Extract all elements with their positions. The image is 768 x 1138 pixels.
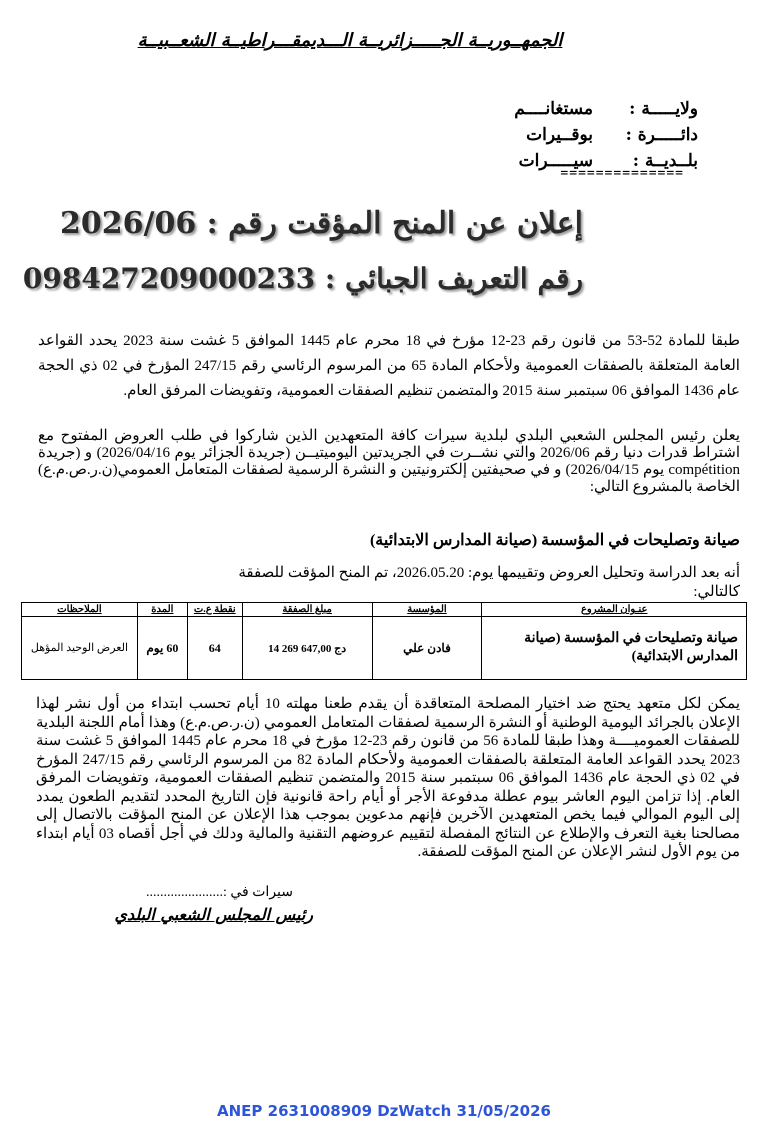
tax-id-title: رقم التعريف الجبائي : 098427209000233 (22, 262, 583, 295)
cell-project: صيانة وتصليحات في المؤسسة (صيانة المدارس الابتدائية) (482, 617, 747, 680)
admin-value: سيـــــرات (518, 151, 593, 171)
table-row (22, 617, 747, 680)
award-table (21, 602, 747, 680)
admin-key: بلــديــة : (632, 151, 698, 171)
cell-score: 64 (187, 617, 242, 680)
legal-basis-paragraph: طبقا للمادة 52-53 من قانون رقم 23-12 مؤرخ في 18 محرم عام 1445 الموافق 5 غشت سنة 2023 يحدد القواعد العامة المتعلقة بالصفقات العمومية ولأحكام المادة 65 من المرسوم الرئاسي رقم 247/15 المؤرخ في 02 ذي الحجة عام 1436 الموافق 06 سبتمبر سنة 2015 والمتضمن تنظيم الصفقات العمومية، وتفويضات المرفق العام. (38, 333, 740, 399)
appeal-paragraph: يمكن لكل متعهد يحتج ضد اختيار المصلحة المتعاقدة أن يقدم طعنا مهلته 10 أيام تحسب ابتداء من أول نشر لهذا الإعلان بالجرائد اليومية الوطنية أو النشرة الرسمية لصفقات المتعامل العمومي (ن.ر.ص.م.ع) وهذا أمام اللجنة البلدية للصفقات العموميــــة وهذا طبقا للمادة 56 من قانون رقم 23-12 مؤرخ في 18 محرم عام 1445 الموافق 5 غشت سنة 2023 يحدد القواعد العامة المتعلقة بالصفقات العمومية ولأحكام المادة 82 من المرسوم الرئاسي رقم 247/15 المؤرخ في 02 ذي الحجة عام 1436 الموافق 06 سبتمبر سنة 2015 والمتضمن تنظيم الصفقات العمومية، وتفويضات المرفق العام. إذا تزامن اليوم العاشر بيوم عطلة مدفوعة الأجر أو أيام راحة قانونية فإن التاريخ المحدد لتقديم الطعون يمدد إلى اليوم الموالي فيما يخص المتعهدين الآخرين فإنهم مدعوين بموجب هذا الإعلان عن المنح المؤقت بالاتصال إلى مصالحنا بغية التعرف والإطلاع عن النتائج المفصلة لتقييم عروضهم التقنية والمالية ودلك في أجل أقصاه 03 أيام ابتداء من يوم الأول لنشر الإعلان عن المنح المؤقت للصفقة. (36, 696, 741, 860)
admin-row-daira (458, 122, 698, 148)
cell-company: فادن علي (372, 617, 482, 680)
admin-key: دائـــــرة : (625, 125, 698, 145)
signature-place: سيرات في :...................... (146, 885, 293, 900)
column-header-duration: المدة (137, 603, 187, 617)
administrative-block (458, 96, 698, 174)
admin-value: مستغانــــم (514, 99, 593, 119)
anep-reference: ANEP 2631008909 DzWatch 31/05/2026 (217, 1102, 551, 1120)
signer-title: رئيس المجلس الشعبي البلدي (114, 905, 313, 924)
table-header-row (22, 603, 747, 617)
column-header-project: عنـوان المشروع (482, 603, 747, 617)
cell-amount: 14 269 647,00 دج (242, 617, 372, 680)
republic-header: الجمهــوريــة الجـــــزائريــة الـــديمقـــراطيــة الشعــبيــة (137, 30, 563, 51)
cell-notes: العرض الوحيد المؤهل (22, 617, 138, 680)
cell-duration: 60 يوم (137, 617, 187, 680)
evaluation-statement: أنه بعد الدراسة وتحليل العروض وتقييمها يوم: 2026.05.20، تم المنح المؤقت للصفقة كالتالي: (238, 565, 740, 600)
column-header-company: المؤسسة (372, 603, 482, 617)
announcement-title: إعلان عن المنح المؤقت رقم : 2026/06 (60, 206, 583, 241)
column-header-amount: مبلغ الصفقة (242, 603, 372, 617)
announcement-paragraph: يعلن رئيس المجلس الشعبي البلدي لبلدية سيرات كافة المتعهدين الذين شاركوا في طلب العروض المفتوح مع اشتراط قدرات دنيا رقم 2026/06 والتي نشــرت في الجريدتين اليوميتيــن (جريدة الجزائر يوم 2026/04/16) و (جريدة compétition يوم 2026/04/15) و في صحيفتين إلكترونيتين و النشرة الرسمية لصفقات المتعامل العمومي(ن.ر.ص.م.ع) الخاصة بالمشروع التالي: (38, 428, 740, 495)
column-header-notes: الملاحظات (22, 603, 138, 617)
admin-row-wilaya (458, 96, 698, 122)
separator-line: ============== (560, 166, 684, 181)
admin-value: بوقــيرات (526, 125, 593, 145)
column-header-score: نقطة ع.ت (187, 603, 242, 617)
project-title: صيانة وتصليحات في المؤسسة (صيانة المدارس الابتدائية) (369, 532, 740, 549)
admin-key: ولايـــــة : (629, 99, 698, 119)
